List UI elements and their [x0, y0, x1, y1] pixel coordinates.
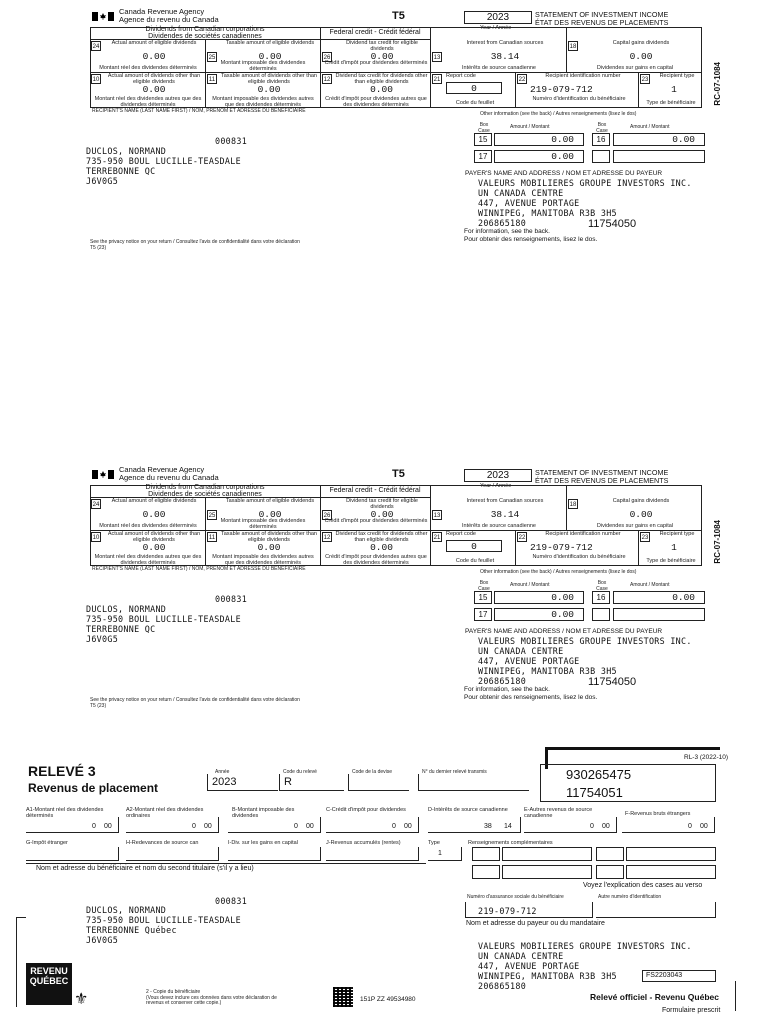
year-label: Year / Année	[480, 483, 512, 489]
box-25-number: 25	[207, 510, 217, 520]
other-box-16: 16	[592, 133, 610, 146]
agency-name: Canada Revenue Agency Agence du revenu du Canada	[119, 465, 219, 482]
recipient-label: RECIPIENT'S NAME (LAST NAME FIRST) / NOM, PRÉNOM ET ADRESSE DU BÉNÉFICIAIRE	[92, 566, 306, 572]
box-26-number: 26	[322, 52, 332, 62]
dividends-header: Dividends from Canadian corporations Dividendes de sociétés canadiennes	[90, 27, 321, 40]
other-box-15: 15	[474, 133, 492, 146]
a2-label: A2-Montant réel des dividendes ordinaires	[126, 807, 204, 819]
c-label: C-Crédit d'impôt pour dividendes	[326, 807, 406, 813]
rl3-payer-address: VALEURS MOBILIERES GROUPE INVESTORS INC. UN CANADA CENTRE 447, AVENUE PORTAGE WINNIPEG, MANITOBA R3B 3H5 206865180	[478, 941, 692, 991]
box-11-label: Taxable amount of dividends other than eligible dividends	[220, 73, 317, 85]
code-releve-label: Code du relevé	[283, 769, 317, 775]
box-10-number: 10	[91, 532, 101, 542]
form-side-code: RC-07-1084	[713, 520, 722, 564]
box-18-number: 18	[568, 499, 578, 509]
box-10-label-fr: Montant réel des dividendes autres que des dividendes déterminés	[94, 554, 202, 566]
box-25-value: 0.00	[258, 51, 282, 62]
type-label: Type	[428, 840, 440, 846]
t5-slip: Canada Revenue Agency Agence du revenu du Canada T5 2023 Year / Année STATEMENT OF INVESTMENT INCOME ÉTAT DES REVENUS DE PLACEMENTS Dividends from Canadian corporations Dividendes de sociétés canadiennes Federal credit - Crédit fédéral 24 Actual amount of eligible dividends 0.00 Montant réel des dividendes déterminés 25 Taxable amount of eligible dividends 0.00 Montant imposable des dividendes déterminés 26 Dividend tax credit for eligible dividends 0.00 Crédit d'impôt pour dividendes déterminés 13 Interest from Canadian sources 38.14 Intérêts de source canadienne 18 Capital gains dividends 0.00 Dividendes sur gains en capital 10 Actual amount of dividends other than eligible dividends 0.00 Montant réel des dividendes autres que des dividendes déterminés 11 Taxable amount of dividends other than eligible dividends 0.00 Montant imposable des dividendes autres que des dividendes déterminés 12 Dividend tax credit for dividends other than eligible dividends 0.00 Crédit d'impôt pour dividendes autres que des dividendes déterminés 21 Report code 0 Code du feuillet 22 Recipient identification number 219-079-712 Numéro d'identification du bénéficiaire 23 Recipient type 1 Type de bénéficiaire RC-07-1084 RECIPIENT'S NAME (LAST NAME FIRST) / NOM, PRÉNOM ET ADRESSE DU BÉNÉFICIAIRE Other information (see the back) / Autres renseignements (lisez le dos) Box Case Amount / Montant Box Case Amount / Montant 15 0.00 16 0.00 17 0.00 000831 DUCLOS, NORMAND 735-950 BOUL LUCILLE-TEASDALE TERREBONNE QC J6V0G5 PAYER'S NAME AND ADDRESS / NOM ET ADRESSE DU PAYEUR VALEURS MOBILIERES GROUPE INVESTORS INC. UN CANADA CENTRE 447, AVENUE PORTAGE WINNIPEG, MANITOBA R3B 3H5 206865180 11754050 For information, see the back. Pour obtenir des renseignements, lisez le dos. See the privacy notice on your return / Consultez l'avis de confidentialité dans votre déclaration T5 (23)	[86, 465, 722, 709]
box-24-value: 0.00	[142, 51, 166, 62]
box-25-label-fr: Montant imposable des dividendes déterminés	[220, 60, 306, 72]
box-13-label: Interest from Canadian sources	[466, 498, 544, 504]
recipient-address: DUCLOS, NORMAND 735-950 BOUL LUCILLE-TEASDALE TERREBONNE QC J6V0G5	[86, 146, 241, 186]
privacy-notice: See the privacy notice on your return / Consultez l'avis de confidentialité dans votre déclaration T5 (23)	[90, 239, 300, 251]
code-devise-field	[348, 774, 409, 791]
box-22-label: Recipient identification number	[545, 531, 621, 537]
box-22-label-fr: Numéro d'identification du bénéficiaire	[532, 554, 626, 560]
compl-label: Renseignements complémentaires	[468, 840, 553, 846]
box-13-number: 13	[432, 510, 442, 520]
box-25-label: Taxable amount of eligible dividends	[225, 40, 315, 46]
other-box-17-value: 0.00	[551, 609, 574, 620]
canada-flag-icon	[92, 12, 114, 21]
box-12-value: 0.00	[370, 542, 393, 553]
releve-3-slip: RL-3 (2022-10) RELEVÉ 3 Revenus de placement Année 2023 Code du relevé R Code de la devise N° du dernier relevé transmis 930265475 11754051 A1-Montant réel des dividendes déterminés A2-Montant réel des dividendes ordinaires B-Montant imposable des dividendes C-Crédit d'impôt pour dividendes D-Intérêts de source canadienne E-Autres revenus de source canadienne F-Revenus bruts étrangers 0 00 0 00 0 00 0 00 38 14 0 00 0 00 G-Impôt étranger H-Redevances de source can I-Div. sur les gains en capital J-Revenus accumulés (rentes) Type Renseignements complémentaires 1 Nom et adresse du bénéficiaire et nom du second titulaire (s'il y a lieu) Voyez l'explication des cases au verso Numéro d'assurance sociale du bénéficiaire Autre numéro d'identification 219-079-712 Nom et adresse du payeur ou du mandataire 000831 DUCLOS, NORMAND 735-950 BOUL LUCILLE-TEASDALE TERREBONNE Québec J6V0G5 VALEURS MOBILIERES GROUPE INVESTORS INC. UN CANADA CENTRE 447, AVENUE PORTAGE WINNIPEG, MANITOBA R3B 3H5 206865180 FS2203043 REVENU QUÉBEC ⚜ 2 - Copie du bénéficiaire (Vous devez inclure ces données dans votre déclaration de revenus et conserver cette copie.) 151P ZZ 49534980 Relevé officiel - Revenu Québec Formulaire prescrit	[0, 745, 768, 1024]
info-note: For information, see the back. Pour obtenir des renseignements, lisez le dos.	[464, 686, 598, 701]
b-label: B-Montant imposable des dividendes	[232, 807, 295, 819]
other-box-17: 17	[474, 150, 492, 163]
box-18-label: Capital gains dividends	[612, 40, 670, 46]
box-25-value: 0.00	[258, 509, 282, 520]
payer-label: PAYER'S NAME AND ADDRESS / NOM ET ADRESSE DU PAYEUR	[465, 170, 663, 177]
annee-field: 2023	[207, 774, 278, 791]
j-label: J-Revenus accumulés (rentes)	[326, 840, 401, 846]
slip-ref: 11754051	[566, 785, 623, 800]
payer-label: PAYER'S NAME AND ADDRESS / NOM ET ADRESSE DU PAYEUR	[465, 628, 663, 635]
box-22-label-fr: Numéro d'identification du bénéficiaire	[532, 96, 626, 102]
other-box-17-value: 0.00	[551, 151, 574, 162]
other-info-label: Other information (see the back) / Autres renseignements (lisez le dos)	[480, 569, 637, 575]
box-11-label-fr: Montant imposable des dividendes autres que des dividendes déterminés	[212, 554, 314, 566]
fs-code: FS2203043	[642, 970, 716, 982]
box-26-label-fr: Crédit d'impôt pour dividendes déterminés	[324, 518, 428, 524]
barcode-text: 151P ZZ 49534980	[360, 996, 416, 1003]
box-12-label-fr: Crédit d'impôt pour dividendes autres que des dividendes déterminés	[325, 96, 427, 108]
box-23-value: 1	[671, 542, 677, 553]
box-10-label-fr: Montant réel des dividendes autres que des dividendes déterminés	[94, 96, 202, 108]
dividends-header: Dividends from Canadian corporations Dividendes de sociétés canadiennes	[90, 485, 321, 498]
payer-address: VALEURS MOBILIERES GROUPE INVESTORS INC. UN CANADA CENTRE 447, AVENUE PORTAGE WINNIPEG, MANITOBA R3B 3H5 206865180	[478, 636, 692, 686]
box-12-number: 12	[322, 532, 332, 542]
no-dernier-label: N° du dernier relevé transmis	[422, 769, 487, 775]
a1-value: 0	[92, 823, 96, 830]
h-label: H-Redevances de source can	[126, 840, 199, 846]
recipient-ref: 000831	[215, 594, 248, 604]
rl3-title: RELEVÉ 3	[28, 763, 96, 779]
box-21-value: 0	[471, 83, 477, 94]
box-25-number: 25	[207, 52, 217, 62]
box-11-label-fr: Montant imposable des dividendes autres que des dividendes déterminés	[212, 96, 314, 108]
form-side-code: RC-07-1084	[713, 62, 722, 106]
rl3-recipient-address: DUCLOS, NORMAND 735-950 BOUL LUCILLE-TEASDALE TERREBONNE Québec J6V0G5	[86, 905, 241, 945]
box-24-label: Actual amount of eligible dividends	[111, 498, 197, 504]
box-24-number: 24	[91, 499, 101, 509]
d-value: 38	[484, 823, 492, 830]
box-12-number: 12	[322, 74, 332, 84]
box-12-value: 0.00	[370, 84, 393, 95]
annee-label: Année	[215, 769, 230, 775]
box-12-label: Dividend tax credit for dividends other than eligible dividends	[335, 531, 428, 543]
fleur-de-lys-icon: ⚜	[74, 991, 89, 1008]
box-21-label: Report code	[446, 73, 476, 79]
box-26-label: Dividend tax credit for eligible dividends	[346, 40, 418, 52]
box-21-label-fr: Code du feuillet	[455, 100, 495, 106]
box-26-label: Dividend tax credit for eligible dividends	[346, 498, 418, 510]
other-box-15-value: 0.00	[551, 592, 574, 603]
e-label: E-Autres revenus de source canadienne	[524, 807, 593, 819]
box-11-value: 0.00	[257, 84, 281, 95]
canada-flag-icon	[92, 470, 114, 479]
recipient-label: RECIPIENT'S NAME (LAST NAME FIRST) / NOM, PRÉNOM ET ADRESSE DU BÉNÉFICIAIRE	[92, 108, 306, 114]
d-label: D-Intérêts de source canadienne	[428, 807, 508, 813]
box-21-label-fr: Code du feuillet	[455, 558, 495, 564]
year-label: Year / Année	[480, 25, 512, 31]
nas-label: Numéro d'assurance sociale du bénéficiaire	[467, 894, 564, 900]
f-label: F-Revenus bruts étrangers	[625, 811, 691, 817]
box-22-value: 219-079-712	[530, 542, 593, 553]
box-13-value: 38.14	[490, 51, 520, 62]
box-13-number: 13	[432, 52, 442, 62]
box-21-number: 21	[432, 74, 442, 84]
nas-value: 219-079-712	[478, 906, 537, 916]
federal-credit-header: Federal credit - Crédit fédéral	[320, 27, 430, 40]
revenu-quebec-logo: REVENU QUÉBEC	[26, 963, 72, 1005]
box-13-value: 38.14	[490, 509, 520, 520]
rl3-recipient-ref: 000831	[215, 896, 248, 906]
other-box-16: 16	[592, 591, 610, 604]
box-11-value: 0.00	[257, 542, 281, 553]
payer-ref: 11754050	[588, 218, 637, 230]
box-11-number: 11	[207, 532, 217, 542]
box-13-label-fr: Intérêts de source canadienne	[462, 523, 536, 529]
box-24-label: Actual amount of eligible dividends	[111, 40, 197, 46]
form-code: T5	[392, 10, 405, 22]
recipient-address: DUCLOS, NORMAND 735-950 BOUL LUCILLE-TEASDALE TERREBONNE QC J6V0G5	[86, 604, 241, 644]
recipient-ref: 000831	[215, 136, 248, 146]
box-11-label: Taxable amount of dividends other than eligible dividends	[220, 531, 317, 543]
privacy-notice: See the privacy notice on your return / Consultez l'avis de confidentialité dans votre déclaration T5 (23)	[90, 697, 300, 709]
box-21-label: Report code	[446, 531, 476, 537]
c-value: 0	[392, 823, 396, 830]
box-26-label-fr: Crédit d'impôt pour dividendes déterminés	[324, 60, 428, 66]
box-11-number: 11	[207, 74, 217, 84]
copy-label: 2 - Copie du bénéficiaire (Vous devez inclure ces données dans votre déclaration de revenus et conserver cette copie.)	[146, 989, 277, 1006]
e-value: 0	[590, 823, 594, 830]
box-26-value: 0.00	[370, 51, 394, 62]
code-releve-field: R	[279, 774, 344, 791]
box-18-value: 0.00	[629, 509, 653, 520]
federal-credit-header: Federal credit - Crédit fédéral	[320, 485, 430, 498]
box-25-label-fr: Montant imposable des dividendes déterminés	[220, 518, 306, 530]
barcode-icon	[333, 987, 353, 1007]
payer-address: VALEURS MOBILIERES GROUPE INVESTORS INC. UN CANADA CENTRE 447, AVENUE PORTAGE WINNIPEG, MANITOBA R3B 3H5 206865180	[478, 178, 692, 228]
t5-slip: Canada Revenue Agency Agence du revenu du Canada T5 2023 Year / Année STATEMENT OF INVESTMENT INCOME ÉTAT DES REVENUS DE PLACEMENTS Dividends from Canadian corporations Dividendes de sociétés canadiennes Federal credit - Crédit fédéral 24 Actual amount of eligible dividends 0.00 Montant réel des dividendes déterminés 25 Taxable amount of eligible dividends 0.00 Montant imposable des dividendes déterminés 26 Dividend tax credit for eligible dividends 0.00 Crédit d'impôt pour dividendes déterminés 13 Interest from Canadian sources 38.14 Intérêts de source canadienne 18 Capital gains dividends 0.00 Dividendes sur gains en capital 10 Actual amount of dividends other than eligible dividends 0.00 Montant réel des dividendes autres que des dividendes déterminés 11 Taxable amount of dividends other than eligible dividends 0.00 Montant imposable des dividendes autres que des dividendes déterminés 12 Dividend tax credit for dividends other than eligible dividends 0.00 Crédit d'impôt pour dividendes autres que des dividendes déterminés 21 Report code 0 Code du feuillet 22 Recipient identification number 219-079-712 Numéro d'identification du bénéficiaire 23 Recipient type 1 Type de bénéficiaire RC-07-1084 RECIPIENT'S NAME (LAST NAME FIRST) / NOM, PRÉNOM ET ADRESSE DU BÉNÉFICIAIRE Other information (see the back) / Autres renseignements (lisez le dos) Box Case Amount / Montant Box Case Amount / Montant 15 0.00 16 0.00 17 0.00 000831 DUCLOS, NORMAND 735-950 BOUL LUCILLE-TEASDALE TERREBONNE QC J6V0G5 PAYER'S NAME AND ADDRESS / NOM ET ADRESSE DU PAYEUR VALEURS MOBILIERES GROUPE INVESTORS INC. UN CANADA CENTRE 447, AVENUE PORTAGE WINNIPEG, MANITOBA R3B 3H5 206865180 11754050 For information, see the back. Pour obtenir des renseignements, lisez le dos. See the privacy notice on your return / Consultez l'avis de confidentialité dans votre déclaration T5 (23)	[86, 7, 722, 251]
statement-title: STATEMENT OF INVESTMENT INCOME ÉTAT DES REVENUS DE PLACEMENTS	[535, 468, 669, 485]
benef-label: Nom et adresse du bénéficiaire et nom du second titulaire (s'il y a lieu)	[36, 865, 254, 872]
box-21-value: 0	[471, 541, 477, 552]
g-label: G-Impôt étranger	[26, 840, 68, 846]
box-23-number: 23	[640, 74, 650, 84]
box-22-label: Recipient identification number	[545, 73, 621, 79]
type-value: 1	[438, 850, 442, 857]
a2-value: 0	[192, 823, 196, 830]
box-13-label-fr: Intérêts de source canadienne	[462, 65, 536, 71]
b-value: 0	[294, 823, 298, 830]
box-21-number: 21	[432, 532, 442, 542]
info-note: For information, see the back. Pour obtenir des renseignements, lisez le dos.	[464, 228, 598, 243]
box-18-label: Capital gains dividends	[612, 498, 670, 504]
payer-ref: 11754050	[588, 676, 637, 688]
agency-name: Canada Revenue Agency Agence du revenu du Canada	[119, 7, 219, 24]
a1-label: A1-Montant réel des dividendes déterminés	[26, 807, 104, 819]
releve-officiel: Relevé officiel - Revenu Québec	[590, 992, 719, 1002]
box-26-number: 26	[322, 510, 332, 520]
other-box-17: 17	[474, 608, 492, 621]
box-10-label: Actual amount of dividends other than eligible dividends	[107, 73, 201, 85]
other-box-15-value: 0.00	[551, 134, 574, 145]
box-22-number: 22	[517, 532, 527, 542]
payeur-label: Nom et adresse du payeur ou du mandataire	[466, 920, 605, 927]
box-10-number: 10	[91, 74, 101, 84]
box-23-label: Recipient type	[659, 531, 695, 537]
no-dernier-field	[418, 774, 529, 791]
other-box-15: 15	[474, 591, 492, 604]
box-10-value: 0.00	[142, 542, 166, 553]
box-23-label-fr: Type de bénéficiaire	[646, 558, 696, 564]
box-22-number: 22	[517, 74, 527, 84]
other-box-16-value: 0.00	[672, 592, 695, 603]
year-field: 2023	[464, 11, 532, 24]
box-13-label: Interest from Canadian sources	[466, 40, 544, 46]
box-23-label-fr: Type de bénéficiaire	[646, 100, 696, 106]
year-field: 2023	[464, 469, 532, 482]
rl3-subtitle: Revenus de placement	[28, 781, 159, 795]
box-10-value: 0.00	[142, 84, 166, 95]
box-18-label-fr: Dividendes sur gains en capital	[596, 65, 674, 71]
form-code: T5	[392, 468, 405, 480]
box-24-label-fr: Montant réel des dividendes déterminés	[99, 523, 197, 529]
formulaire-prescrit: Formulaire prescrit	[662, 1007, 721, 1014]
rl3-form-code: RL-3 (2022-10)	[684, 754, 729, 761]
box-12-label-fr: Crédit d'impôt pour dividendes autres que des dividendes déterminés	[325, 554, 427, 566]
box-12-label: Dividend tax credit for dividends other than eligible dividends	[335, 73, 428, 85]
voyez-label: Voyez l'explication des cases au verso	[583, 882, 703, 889]
box-24-label-fr: Montant réel des dividendes déterminés	[99, 65, 197, 71]
slip-number: 930265475	[566, 767, 632, 782]
box-18-number: 18	[568, 41, 578, 51]
box-25-label: Taxable amount of eligible dividends	[225, 498, 315, 504]
box-18-value: 0.00	[629, 51, 653, 62]
autre-no-label: Autre numéro d'identification	[598, 894, 662, 900]
code-devise-label: Code de la devise	[352, 769, 393, 775]
f-value: 0	[688, 823, 692, 830]
box-24-value: 0.00	[142, 509, 166, 520]
i-label: I-Div. sur les gains en capital	[228, 840, 298, 846]
statement-title: STATEMENT OF INVESTMENT INCOME ÉTAT DES REVENUS DE PLACEMENTS	[535, 10, 669, 27]
box-23-value: 1	[671, 84, 677, 95]
box-24-number: 24	[91, 41, 101, 51]
box-23-label: Recipient type	[659, 73, 695, 79]
box-10-label: Actual amount of dividends other than eligible dividends	[107, 531, 201, 543]
other-info-label: Other information (see the back) / Autres renseignements (lisez le dos)	[480, 111, 637, 117]
box-23-number: 23	[640, 532, 650, 542]
box-22-value: 219-079-712	[530, 84, 593, 95]
other-box-16-value: 0.00	[672, 134, 695, 145]
box-18-label-fr: Dividendes sur gains en capital	[596, 523, 674, 529]
box-26-value: 0.00	[370, 509, 394, 520]
